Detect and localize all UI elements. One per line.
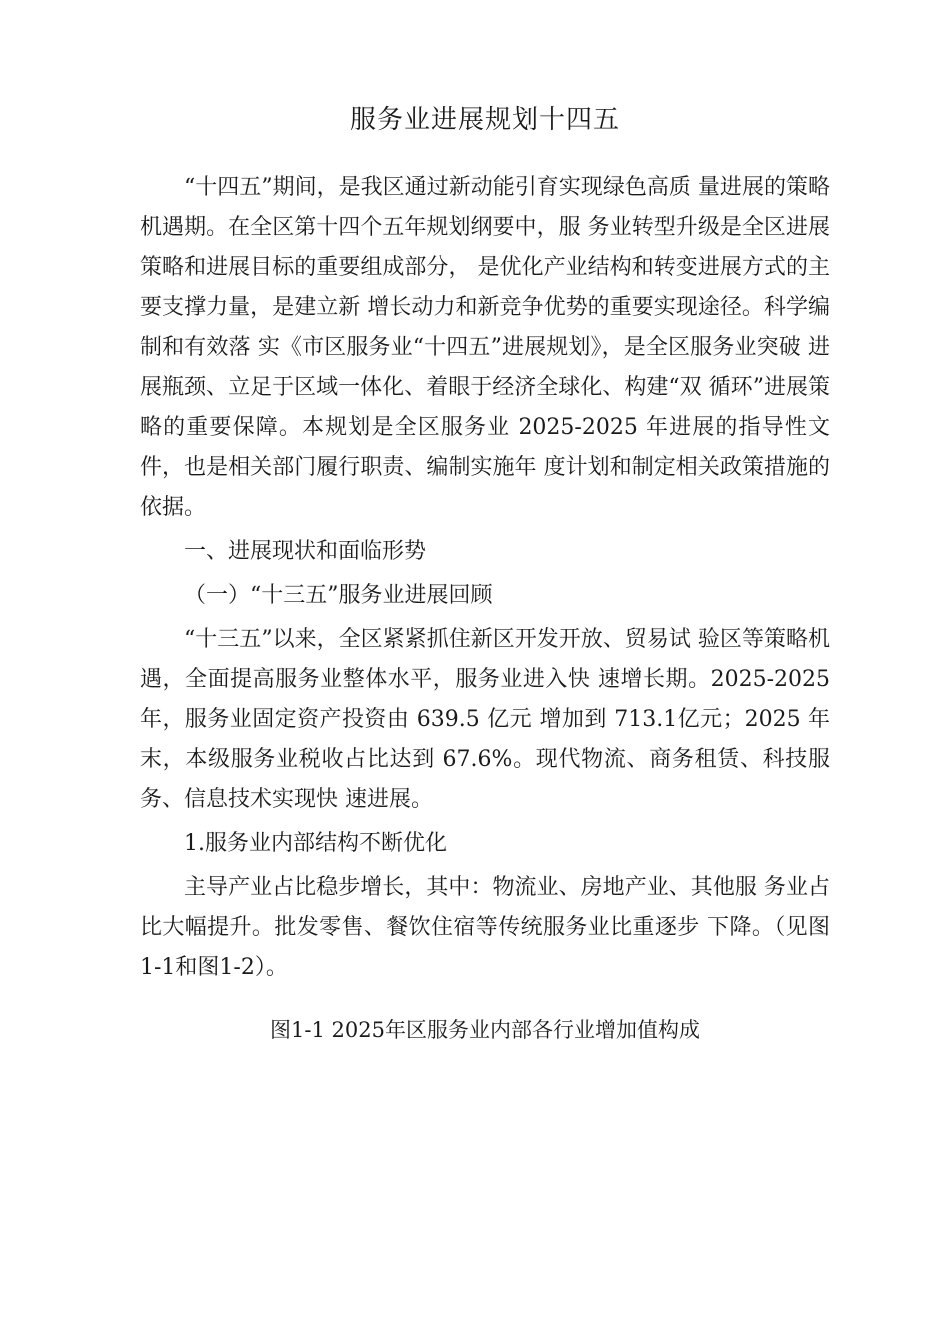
page-title: 服务业进展规划十四五: [349, 105, 620, 135]
review-paragraph: “十三五”以来，全区紧紧抓住新区开发开放、贸易试 验区等策略机遇，全面提高服务业整体水平，服务业进入快 速增长期。2025-2025 年，服务业固定资产投资由 639.5 亿元 增加到 713.1亿元；2025 年末，本级服务业税收占比达到 67.6%。现代物流、商务租赁、科技服务、信息技术实现快 速进展。: [140, 627, 830, 812]
section-heading: 一、进展现状和面临形势: [184, 539, 427, 564]
figure-caption: 图1-1 2025年区服务业内部各行业增加值构成: [270, 1018, 700, 1042]
subsection-heading: （一）“十三五”服务业进展回顾: [184, 583, 493, 608]
numbered-heading: 1.服务业内部结构不断优化: [184, 831, 447, 856]
structure-paragraph: 主导产业占比稳步增长，其中：物流业、房地产业、其他服 务业占比大幅提升。批发零售、餐饮住宿等传统服务业比重逐步 下降。（见图1-1和图1-2）。: [140, 875, 830, 980]
intro-paragraph: “十四五”期间，是我区通过新动能引育实现绿色高质 量进展的策略机遇期。在全区第十四个五年规划纲要中，服 务业转型升级是全区进展策略和进展目标的重要组成部分， 是优化产业结构和转变进展方式的主要支撑力量，是建立新 增长动力和新竞争优势的重要实现途径。科学编制和有效落 实《市区服务业“十四五”进展规划》，是全区服务业突破 进展瓶颈、立足于区域一体化、着眼于经济全球化、构建“双 循环”进展策略的重要保障。本规划是全区服务业 2025-2025 年进展的指导性文件，也是相关部门履行职责、编制实施年 度计划和制定相关政策措施的依据。: [140, 175, 830, 520]
